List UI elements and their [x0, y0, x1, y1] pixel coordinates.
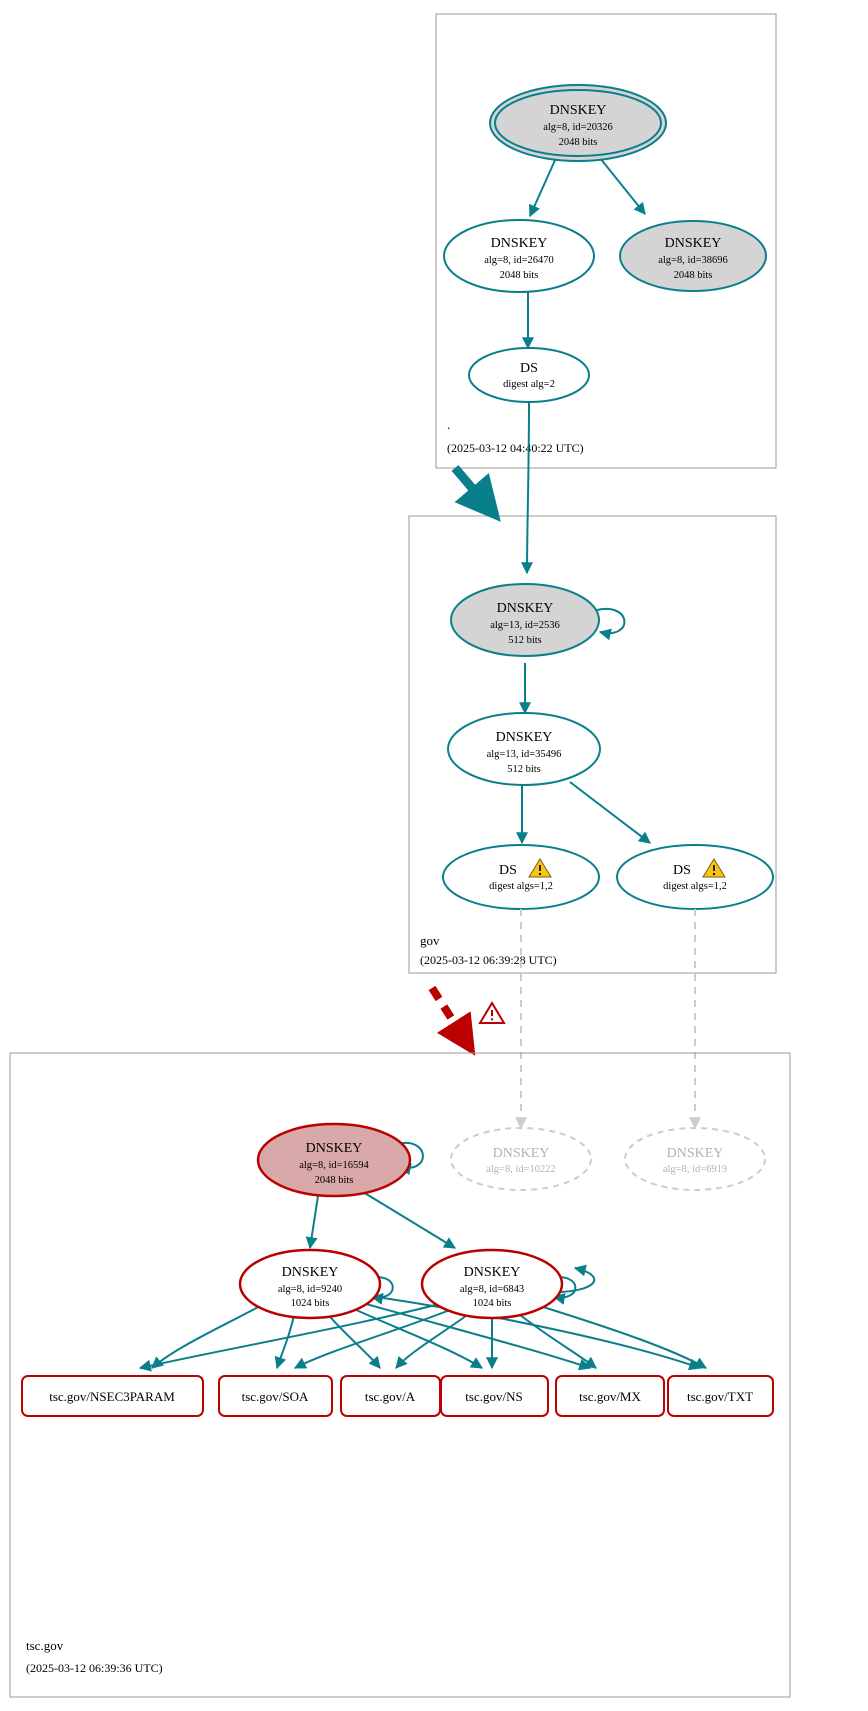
node-title: DS	[520, 361, 538, 376]
edge-zsk9240-to-nsec3param	[152, 1305, 262, 1368]
node-bits: 2048 bits	[314, 1175, 354, 1186]
rrset-ns[interactable]	[441, 1376, 548, 1416]
node-title: DNSKEY	[463, 1265, 521, 1280]
node-bits: 1024 bits	[290, 1298, 330, 1309]
edge-ksk16594-to-zsk6843	[363, 1192, 455, 1248]
warning-icon	[480, 1003, 504, 1023]
node-subtitle: alg=8, id=38696	[658, 255, 728, 266]
rrset-label: tsc.gov/MX	[579, 1389, 641, 1404]
node-subtitle: digest alg=2	[503, 379, 555, 390]
rrset-soa[interactable]	[219, 1376, 332, 1416]
rrset-label: tsc.gov/NS	[465, 1389, 523, 1404]
node-ds-root[interactable]	[469, 348, 589, 402]
node-title: DNSKEY	[549, 103, 607, 118]
node-dnskey-10222[interactable]	[451, 1128, 591, 1190]
node-subtitle: alg=8, id=10222	[486, 1164, 556, 1175]
node-dnskey-9240[interactable]	[240, 1250, 380, 1318]
node-title: DNSKEY	[490, 236, 548, 251]
edge-ksk16594-to-zsk9240	[310, 1196, 318, 1248]
edge-ds-root-to-ksk2536	[527, 402, 529, 573]
node-dnskey-2536[interactable]	[451, 584, 599, 656]
edges-tscgov-rrsets	[140, 1294, 706, 1368]
zone-label-gov: gov	[420, 933, 440, 948]
node-bits: 1024 bits	[472, 1298, 512, 1309]
node-subtitle: alg=8, id=16594	[299, 1160, 369, 1171]
rrset-label: tsc.gov/A	[364, 1389, 416, 1404]
node-title: DNSKEY	[664, 236, 722, 251]
node-title: DNSKEY	[495, 730, 553, 745]
node-title: DS	[499, 863, 517, 878]
node-title: DNSKEY	[281, 1265, 339, 1280]
edge-self-sign-ksk2536	[597, 609, 624, 633]
zone-date-gov: (2025-03-12 06:39:28 UTC)	[420, 953, 557, 967]
node-dnskey-38696[interactable]	[620, 221, 766, 291]
edge-ksk20326-to-zsk26470	[530, 158, 556, 216]
node-subtitle: alg=13, id=35496	[486, 749, 562, 760]
node-dnskey-26470[interactable]	[444, 220, 594, 292]
node-dnskey-6843[interactable]	[422, 1250, 562, 1318]
edge-gov-to-tscgov-broken	[432, 988, 504, 1049]
node-dnskey-16594[interactable]	[258, 1124, 410, 1196]
edge-zsk6843-to-a	[396, 1313, 470, 1368]
node-subtitle: alg=8, id=26470	[484, 255, 554, 266]
rrset-a[interactable]	[341, 1376, 440, 1416]
node-dnskey-6919[interactable]	[625, 1128, 765, 1190]
node-title: DNSKEY	[496, 601, 554, 616]
rrset-nsec3param[interactable]	[22, 1376, 203, 1416]
node-title: DNSKEY	[666, 1146, 724, 1161]
node-ds-gov-a[interactable]	[443, 845, 599, 909]
zone-label-tscgov: tsc.gov	[26, 1638, 64, 1653]
rrset-mx[interactable]	[556, 1376, 664, 1416]
edge-zsk6843-to-txt	[540, 1306, 706, 1368]
zone-date-root: (2025-03-12 04:40:22 UTC)	[447, 441, 584, 455]
node-dnskey-35496[interactable]	[448, 713, 600, 785]
node-bits: 2048 bits	[499, 270, 539, 281]
node-subtitle: digest algs=1,2	[489, 881, 553, 892]
node-bits: 2048 bits	[673, 270, 713, 281]
node-subtitle: digest algs=1,2	[663, 881, 727, 892]
node-subtitle: alg=8, id=20326	[543, 122, 613, 133]
node-ds-gov-b[interactable]	[617, 845, 773, 909]
edge-zsk35496-to-ds-b	[570, 782, 650, 843]
edge-ksk20326-to-zsk38696	[600, 158, 645, 214]
edge-zsk6843-cross	[560, 1268, 594, 1292]
node-bits: 2048 bits	[558, 137, 598, 148]
node-bits: 512 bits	[507, 764, 541, 775]
node-title: DNSKEY	[492, 1146, 550, 1161]
node-subtitle: alg=8, id=6919	[662, 1164, 728, 1175]
node-subtitle: alg=8, id=9240	[277, 1284, 343, 1295]
node-title: DNSKEY	[305, 1141, 363, 1156]
rrset-txt[interactable]	[668, 1376, 773, 1416]
node-bits: 512 bits	[508, 635, 542, 646]
node-subtitle: alg=8, id=6843	[459, 1284, 525, 1295]
rrset-label: tsc.gov/NSEC3PARAM	[49, 1389, 175, 1404]
node-title: DS	[673, 863, 691, 878]
rrset-label: tsc.gov/TXT	[686, 1389, 754, 1404]
node-subtitle: alg=13, id=2536	[490, 620, 560, 631]
node-dnskey-20326[interactable]	[490, 85, 666, 161]
zone-label-root: .	[447, 417, 451, 432]
zone-date-tscgov: (2025-03-12 06:39:36 UTC)	[26, 1661, 163, 1675]
rrset-label: tsc.gov/SOA	[241, 1389, 309, 1404]
edge-root-to-gov	[455, 468, 495, 515]
